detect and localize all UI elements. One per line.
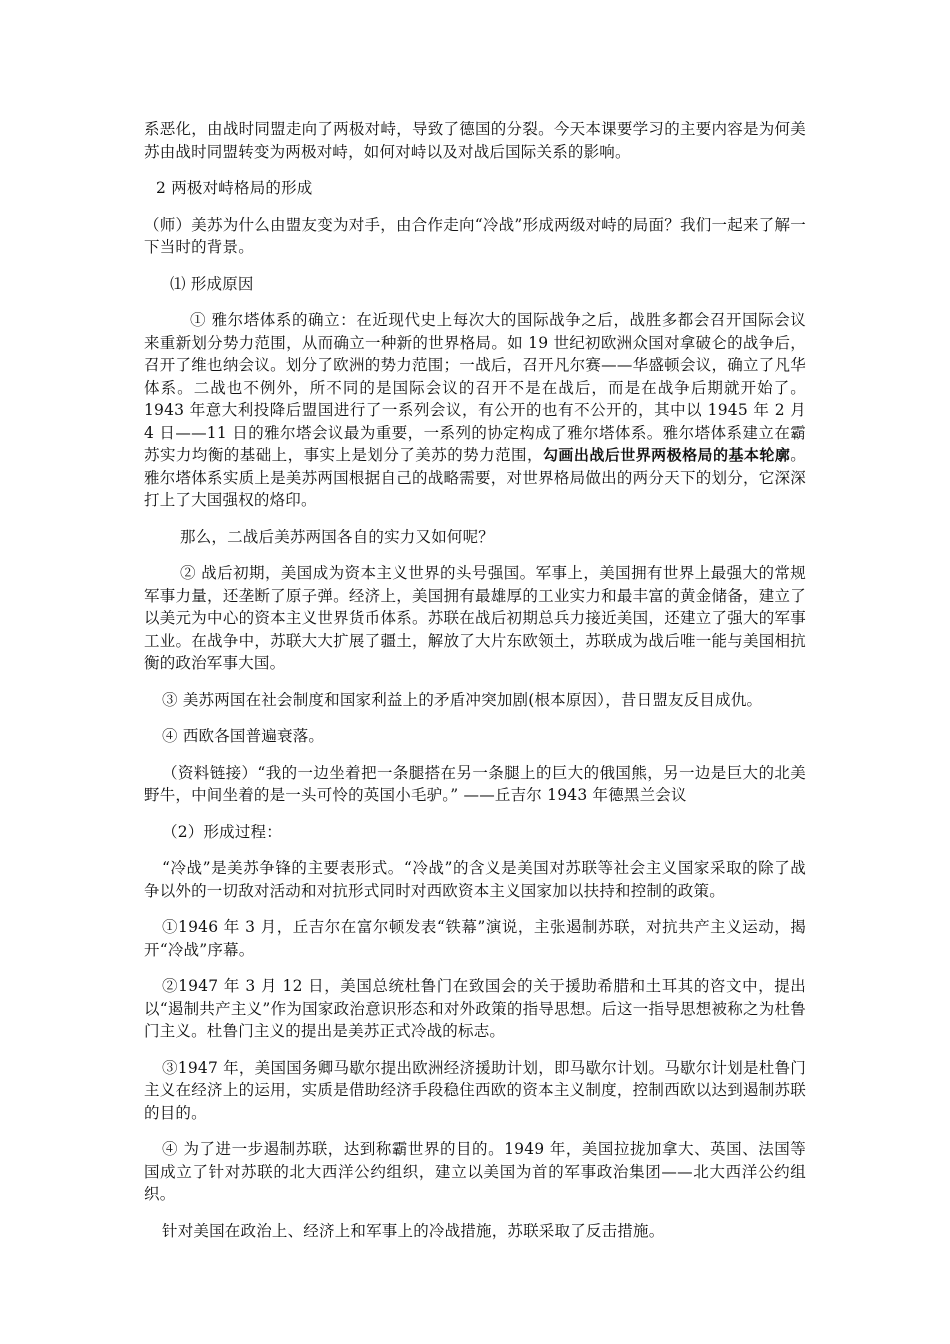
- yalta-paragraph: [144, 309, 806, 512]
- postwar-power-paragraph: ② 战后初期，美国成为资本主义世界的头号强国。军事上，美国拥有世界上最强大的常规军事力量，还垄断了原子弹。经济上，美国拥有最雄厚的工业实力和最丰富的黄金储备，建立了以美元为中心的资本主义世界货币体系。苏联在战后初期总兵力接近美国，还建立了强大的军事工业。在战争中，苏联大大扩展了疆土，解放了大片东欧领土，苏联成为战后唯一能与美国相抗衡的政治军事大国。: [144, 564, 806, 672]
- subheading-causes: ⑴ 形成原因: [170, 274, 254, 293]
- nato-paragraph: ④ 为了进一步遏制苏联，达到称霸世界的目的。1949 年，美国拉拢加拿大、英国、法国等国成立了针对苏联的北大西洋公约组织，建立以美国为首的军事政治集团——北大西洋公约组织。: [144, 1140, 806, 1203]
- western-europe-decline-paragraph: ④ 西欧各国普遍衰落。: [162, 727, 325, 745]
- teacher-question-paragraph: （师）美苏为什么由盟友变为对手，由合作走向“冷战”形成两级对峙的局面？我们一起来了解一下当时的背景。: [144, 215, 806, 256]
- yalta-bold-phrase: 勾画出战后世界两极格局的基本轮廓: [542, 446, 791, 464]
- intro-paragraph: 系恶化，由战时同盟走向了两极对峙，导致了德国的分裂。今天本课要学习的主要内容是为何美苏由战时同盟转变为两极对峙，如何对峙以及对战后国际关系的影响。: [144, 120, 806, 161]
- strength-question-paragraph: 那么，二战后美苏两国各自的实力又如何呢？: [180, 527, 495, 546]
- yalta-text-a: ① 雅尔塔体系的确立：在近现代史上每次大的国际战争之后，战胜多都会召开国际会议来重新划分势力范围，从而确立一种新的世界格局。如 19 世纪初欧洲众国对拿破仑的战争后，召开了维也纳会议。划分了欧洲的势力范围；一战后，召开凡尔赛——华盛顿会议，确立了凡华体系。二战也不例外，所不同的是国际会议的召开不是在战后，而是在战争后期就开始了。1943 年意大利投降后盟国进行了一系列会议，有公开的也有不公开的，其中以 1945 年 2 月 4 日——11 日的雅尔塔会议最为重要，一系列的协定构成了雅尔塔体系。雅尔塔体系建立在霸苏实力均衡的基础上，事实上是划分了美苏的势力范围，: [144, 311, 806, 464]
- yalta-text-b: 。雅尔塔体系实质上是美苏两国根据自己的战略需要，对世界格局做出的两分天下的划分，它深深打上了大国强权的烙印。: [144, 446, 806, 509]
- churchill-quote-paragraph: （资料链接）“我的一边坐着把一条腿搭在另一条腿上的巨大的俄国熊，另一边是巨大的北美野牛，中间坐着的是一头可怜的英国小毛驴。” ——丘吉尔 1943 年德黑兰会议: [144, 763, 806, 804]
- cold-war-definition-paragraph: “冷战”是美苏争锋的主要表形式。“冷战”的含义是美国对苏联等社会主义国家采取的除了战争以外的一切敌对活动和对抗形式同时对西欧资本主义国家加以扶持和控制的政策。: [144, 859, 806, 900]
- iron-curtain-paragraph: ①1946 年 3 月，丘吉尔在富尔顿发表“铁幕”演说，主张遏制苏联，对抗共产主义运动，揭开“冷战”序幕。: [144, 918, 806, 959]
- marshall-plan-paragraph: ③1947 年，美国国务卿马歇尔提出欧洲经济援助计划，即马歇尔计划。马歇尔计划是杜鲁门主义在经济上的运用，实质是借助经济手段稳住西欧的资本主义制度，控制西欧以达到遏制苏联的目的。: [144, 1058, 806, 1122]
- soviet-response-paragraph: 针对美国在政治上、经济上和军事上的冷战措施，苏联采取了反击措施。: [162, 1221, 665, 1240]
- subheading-process: （2）形成过程：: [162, 822, 282, 841]
- truman-doctrine-paragraph: ②1947 年 3 月 12 日，美国总统杜鲁门在致国会的关于援助希腊和土耳其的咨文中，提出以“遏制共产主义”作为国家政治意识形态和对外政策的指导思想。后这一指导思想被称之为杜鲁门主义。杜鲁门主义的提出是美苏正式冷战的标志。: [144, 977, 806, 1040]
- section-heading-formation: 2 两极对峙格局的形成: [156, 179, 313, 197]
- conflict-paragraph: ③ 美苏两国在社会制度和国家利益上的矛盾冲突加剧(根本原因），昔日盟友反目成仇。: [162, 690, 763, 709]
- document-body: [144, 118, 806, 1242]
